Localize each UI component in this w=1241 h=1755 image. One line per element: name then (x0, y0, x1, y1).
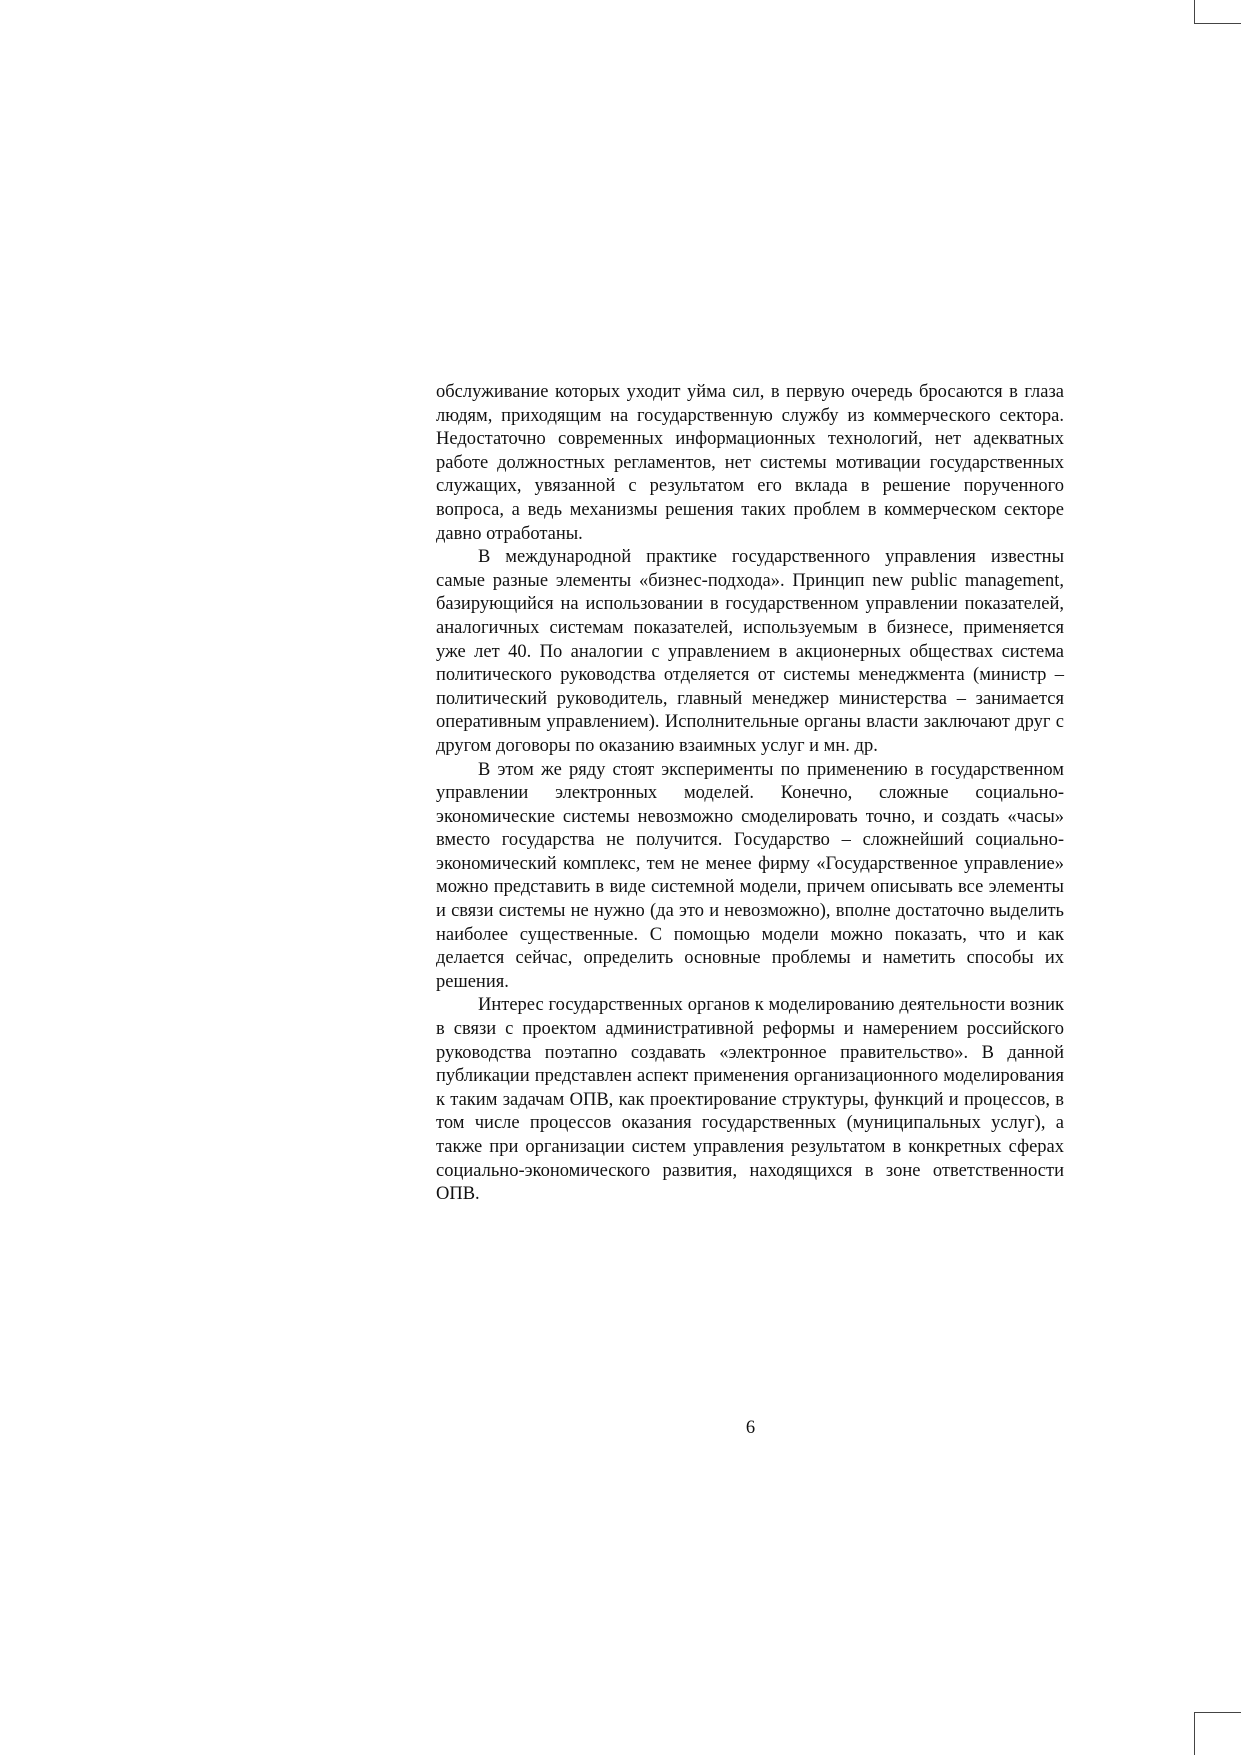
paragraph-3: В этом же ряду стоят эксперименты по применению в государственном управлении электронных моделей. Конечно, сложные социально-экономические системы невозможно смоделировать точно, и создать «часы» вместо государства не получится. Государство – сложнейший социально-экономический комплекс, тем не менее фирму «Государственное управление» можно представить в виде системной модели, причем описывать все элементы и связи системы не нужно (да это и невозможно), вполне достаточно выделить наиболее существенные. С помощью модели можно показать, что и как делается сейчас, определить основные проблемы и наметить способы их решения. (436, 759, 1064, 992)
crop-mark-bottom-horizontal (1194, 1712, 1241, 1713)
body-text (436, 381, 1064, 1207)
paragraph-1: обслуживание которых уходит уйма сил, в первую очередь бросаются в глаза людям, приходящим на государственную службу из коммерческого сектора. Недостаточно современных информационных технологий, нет адекватных работе должностных регламентов, нет системы мотивации государственных служащих, увязанной с результатом его вклада в решение порученного вопроса, а ведь механизмы решения таких проблем в коммерческом секторе давно отработаны. (436, 382, 1064, 544)
paragraph-4: Интерес государственных органов к моделированию деятельности возник в связи с проектом административной реформы и намерением российского руководства поэтапно создавать «электронное правительство». В данной публикации представлен аспект применения организационного моделирования к таким задачам ОПВ, как проектирование структуры, функций и процессов, в том числе процессов оказания государственных (муниципальных услуг), а также при организации систем управления результатом в конкретных сферах социально-экономического развития, находящихся в зоне ответственности ОПВ. (436, 995, 1064, 1205)
crop-mark-top-vertical (1194, 0, 1195, 24)
crop-mark-bottom-vertical (1194, 1712, 1195, 1755)
crop-mark-top-horizontal (1194, 23, 1241, 24)
page-number: 6 (745, 1418, 756, 1438)
paragraph-2: В международной практике государственного управления известны самые разные элементы «бизнес-подхода». Принцип new public management, базирующийся на использовании в государственном управлении показателей, аналогичных системам показателей, используемым в бизнесе, применяется уже лет 40. По аналогии с управлением в акционерных обществах система политического руководства отделяется от системы менеджмента (министр – политический руководитель, главный менеджер министерства – занимается оперативным управлением). Исполнительные органы власти заключают друг с другом договоры по оказанию взаимных услуг и мн. др. (436, 547, 1064, 756)
